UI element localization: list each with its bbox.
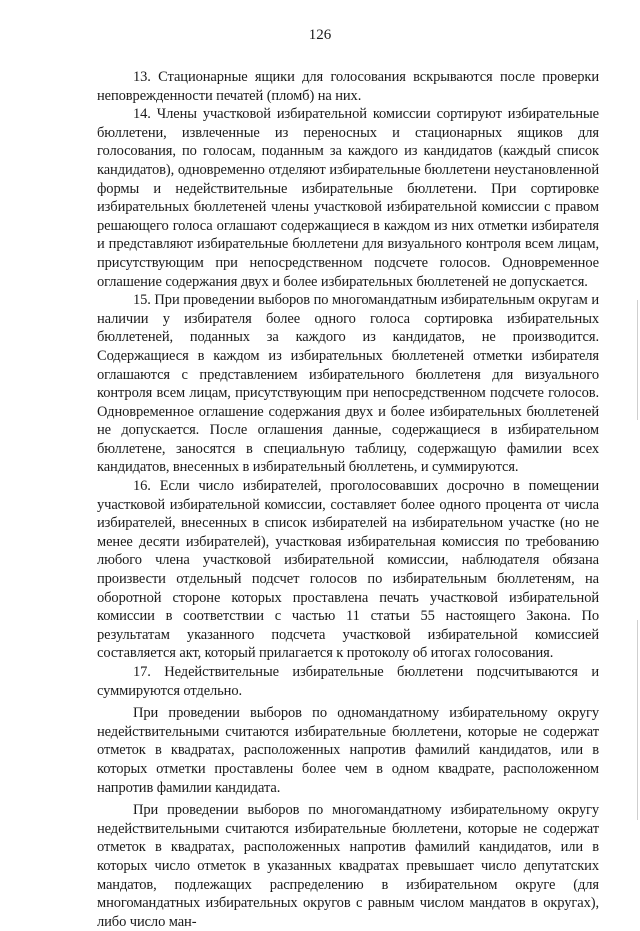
paragraph-17: 17. Недействительные избирательные бюллетени подсчитываются и суммируются отдельно. [97,664,599,699]
paragraph-14: 14. Члены участковой избирательной комиссии сортируют избирательные бюллетени, извлеченные из переносных и стационарных ящиков для голосования, по голосам, поданным за каждого из кандидатов (каждый список кандидатов), одновременно отделяют избирательные бюллетени неустановленной формы и недействительные избирательные бюллетени. При сортировке избирательных бюллетеней члены участковой избирательной комиссии с правом решающего голоса оглашают содержащиеся в каждом из них отметки избирателя и представляют избирательные бюллетени для визуального контроля всем лицам, присутствующим при непосредственном подсчете голосов. Одновременное оглашение содержания двух и более избирательных бюллетеней не допускается. [97,106,599,290]
scan-edge-mark [637,300,638,420]
paragraph-17-multi-mandate: При проведении выборов по многомандатному избирательному округу недействительными считаются избирательные бюллетени, которые не содержат отметок в квадратах, расположенных напротив фамилий кандидатов, или в которых число отметок в указанных квадратах превышает число депутатских мандатов, подлежащих распределению в избирательном округе (для многомандатных избирательных округов с равным числом мандатов в округах), либо число ман- [97,802,599,930]
paragraph-17-single-mandate: При проведении выборов по одномандатному избирательному округу недействительными считаются избирательные бюллетени, которые не содержат отметок в квадратах, расположенных напротив фамилий кандидатов, или в которых отметки проставлены более чем в одном квадрате, расположенном напротив фамилии кандидата. [97,705,599,796]
paragraph-13: 13. Стационарные ящики для голосования вскрываются после проверки неповрежденности печатей (пломб) на них. [97,69,599,104]
document-body [97,68,599,931]
paragraph-15: 15. При проведении выборов по многомандатным избирательным округам и наличии у избирателя более одного голоса сортировка избирательных бюллетеней, поданных за каждого из кандидатов, не производится. Содержащиеся в каждом из избирательных бюллетеней отметки избирателя оглашаются с представлением избирательного бюллетеня для визуального контроля всем лицам, присутствующим при непосредственном подсчете голосов. Одновременное оглашение содержания двух и более избирательных бюллетеней не допускается. После оглашения данные, содержащиеся в избирательном бюллетене, заносятся в специальную таблицу, содержащую фамилии всех кандидатов, внесенных в избирательный бюллетень, и суммируются. [97,292,599,476]
scan-edge-mark [637,620,638,820]
page-number: 126 [308,27,332,43]
paragraph-16: 16. Если число избирателей, проголосовавших досрочно в помещении участковой избирательной комиссии, составляет более одного процента от числа избирателей, внесенных в список избирателей на избирательном участке (но не менее десяти избирателей), участковая избирательная комиссия по требованию любого члена участковой избирательной комиссии, наблюдателя обязана произвести отдельный подсчет голосов по избирательным бюллетеням, на оборотной стороне которых проставлена печать участковой избирательной комиссии в соответствии с частью 11 статьи 55 настоящего Закона. По результатам указанного подсчета участковой избирательной комиссией составляется акт, который прилагается к протоколу об итогах голосования. [97,478,599,662]
